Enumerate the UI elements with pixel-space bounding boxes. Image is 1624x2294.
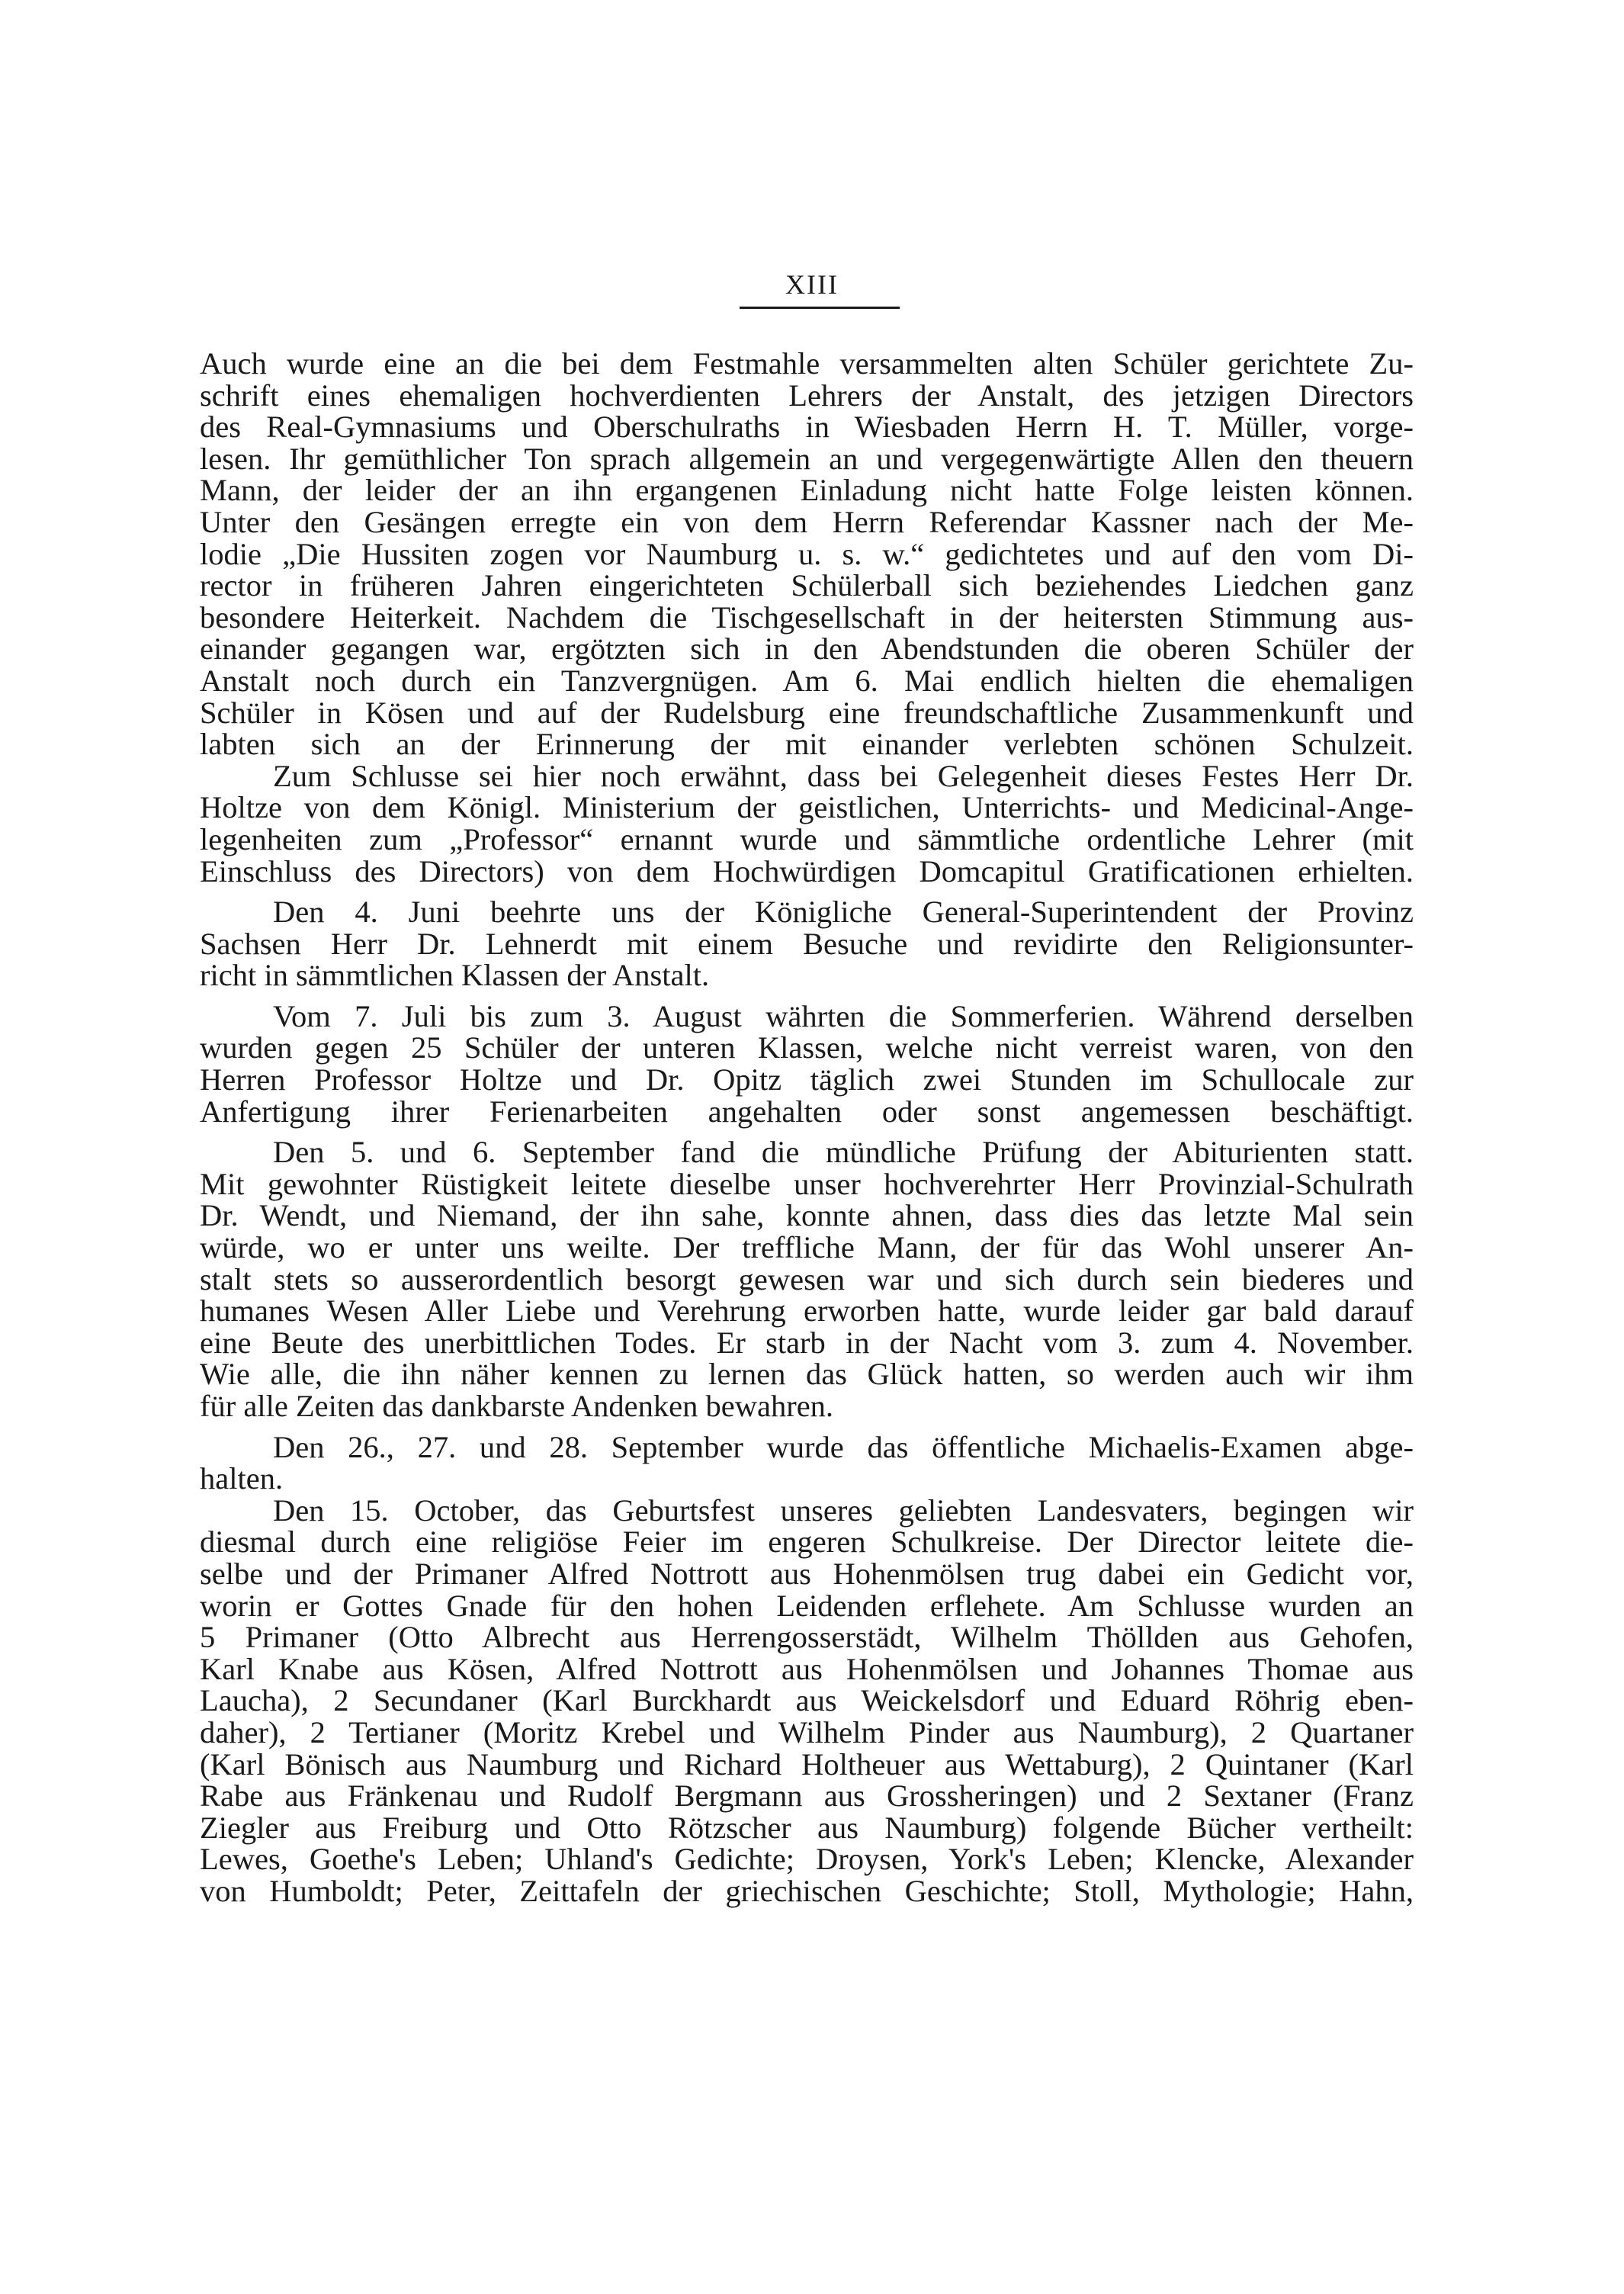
text-line: lodie „Die Hussiten zogen vor Naumburg u. s. w.“ gedichtetes und auf den vom Di- [200,536,1414,571]
text-line: Anstalt noch durch ein Tanzvergnügen. Am 6. Mai endlich hielten die ehemaligen [200,663,1414,698]
text-line: Unter den Gesängen erregte ein von dem Herrn Referendar Kassner nach der Me- [200,504,1414,539]
text-line: Herren Professor Holtze und Dr. Opitz täglich zwei Stunden im Schullocale zur [200,1062,1414,1097]
text-line: richt in sämmtlichen Klassen der Anstalt. [200,958,710,993]
text-line: 5 Primaner (Otto Albrecht aus Herrengosserstädt, Wilhelm Thöllden aus Gehofen, [200,1620,1414,1655]
paragraph-6 [200,1492,1414,1908]
text-line: labten sich an der Erinnerung der mit einander verlebten schönen Schulzeit. [200,727,1414,762]
text-line: wurden gegen 25 Schüler der unteren Klassen, welche nicht verreist waren, von den [200,1030,1414,1065]
text-line: rector in früheren Jahren eingerichteten Schülerball sich beziehendes Liedchen ganz [200,568,1414,603]
text-line: worin er Gottes Gnade für den hohen Leidenden erflehete. Am Schlusse wurden an [200,1588,1414,1623]
text-line: (Karl Bönisch aus Naumburg und Richard Holtheuer aus Wettaburg), 2 Quintaner (Karl [200,1746,1414,1782]
page-number: XIII [785,269,839,300]
text-line: Den 15. October, das Geburtsfest unseres geliebten Landesvaters, begingen wir [273,1492,1414,1528]
text-line: eine Beute des unerbittlichen Todes. Er starb in der Nacht vom 3. zum 4. November. [200,1325,1414,1360]
text-line: Sachsen Herr Dr. Lehnerdt mit einem Besuche und revidirte den Religionsunter- [200,926,1414,961]
text-line: einander gegangen war, ergötzten sich in den Abendstunden die oberen Schüler der [200,631,1414,667]
text-line: für alle Zeiten das dankbarste Andenken bewahren. [200,1389,834,1423]
text-line: Einschluss des Directors) von dem Hochwürdigen Domcapitul Gratificationen erhielten. [200,853,1414,888]
text-line: von Humboldt; Peter, Zeittafeln der griechischen Geschichte; Stoll, Mythologie; Hahn, [200,1873,1414,1908]
text-line: Zum Schlusse sei hier noch erwähnt, dass bei Gelegenheit dieses Festes Herr Dr. [273,758,1414,793]
text-line: Vom 7. Juli bis zum 3. August währten die Sommerferien. Während derselben [273,998,1414,1033]
text-line: Schüler in Kösen und auf der Rudelsburg eine freundschaftliche Zusammenkunft und [200,695,1414,730]
text-line: schrift eines ehemaligen hochverdienten Lehrers der Anstalt, des jetzigen Directors [200,378,1414,413]
text-line: Dr. Wendt, und Niemand, der ihn sahe, konnte ahnen, dass dies das letzte Mal sein [200,1198,1414,1233]
text-line: Wie alle, die ihn näher kennen zu lernen das Glück hatten, so werden auch wir ihm [200,1357,1414,1392]
text-line: Den 5. und 6. September fand die mündliche Prüfung der Abiturienten statt. [273,1135,1414,1170]
paragraph-1 [200,348,1414,887]
body-text [200,348,1414,1907]
paragraph-2 [200,896,1414,991]
paragraph-3 [200,998,1414,1129]
text-line: Lewes, Goethe's Leben; Uhland's Gedichte; Droysen, York's Leben; Klencke, Alexander [200,1842,1414,1877]
text-line: Laucha), 2 Secundaner (Karl Burckhardt aus Weickelsdorf und Eduard Röhrig eben- [200,1683,1414,1718]
paragraph-5 [200,1431,1414,1495]
text-line: Rabe aus Fränkenau und Rudolf Bergmann aus Grossheringen) und 2 Sextaner (Franz [200,1778,1414,1814]
page-number-rule [740,307,900,309]
text-line: stalt stets so ausserordentlich besorgt gewesen war und sich durch sein biederes und [200,1261,1414,1296]
text-line: Den 4. Juni beehrte uns der Königliche General-Superintendent der Provinz [273,895,1414,930]
text-line: Anfertigung ihrer Ferienarbeiten angehalten oder sonst angemessen beschäftigt. [200,1094,1414,1129]
text-line: Ziegler aus Freiburg und Otto Rötzscher aus Naumburg) folgende Bücher vertheilt: [200,1810,1414,1845]
text-line: lesen. Ihr gemüthlicher Ton sprach allgemein an und vergegenwärtigte Allen den theuern [200,441,1414,476]
text-line: Holtze von dem Königl. Ministerium der geistlichen, Unterrichts- und Medicinal-Ange- [200,790,1414,825]
text-line: Mann, der leider der an ihn ergangenen Einladung nicht hatte Folge leisten können. [200,473,1414,508]
text-line: würde, wo er unter uns weilte. Der treffliche Mann, der für das Wohl unserer An- [200,1230,1414,1265]
text-line: diesmal durch eine religiöse Feier im engeren Schulkreise. Der Director leitete die- [200,1525,1414,1560]
text-line: halten. [200,1461,284,1496]
text-line: Auch wurde eine an die bei dem Festmahle versammelten alten Schüler gerichtete Zu- [200,346,1414,381]
text-line: daher), 2 Tertianer (Moritz Krebel und Wilhelm Pinder aus Naumburg), 2 Quartaner [200,1714,1414,1749]
text-line: Mit gewohnter Rüstigkeit leitete dieselbe unser hochverehrter Herr Provinzial-Schulrath [200,1166,1414,1201]
paragraph-4 [200,1136,1414,1422]
text-line: legenheiten zum „Professor“ ernannt wurde und sämmtliche ordentliche Lehrer (mit [200,821,1414,856]
text-line: Den 26., 27. und 28. September wurde das öffentliche Michaelis-Examen abge- [273,1429,1414,1464]
text-line: besondere Heiterkeit. Nachdem die Tischgesellschaft in der heitersten Stimmung aus- [200,599,1414,635]
text-line: Karl Knabe aus Kösen, Alfred Nottrott aus Hohenmölsen und Johannes Thomae aus [200,1651,1414,1686]
text-line: selbe und der Primaner Alfred Nottrott aus Hohenmölsen trug dabei ein Gedicht vor, [200,1556,1414,1591]
text-line: des Real-Gymnasiums und Oberschulraths in Wiesbaden Herrn H. T. Müller, vorge- [200,410,1414,445]
text-line: humanes Wesen Aller Liebe und Verehrung erworben hatte, wurde leider gar bald darauf [200,1293,1414,1329]
